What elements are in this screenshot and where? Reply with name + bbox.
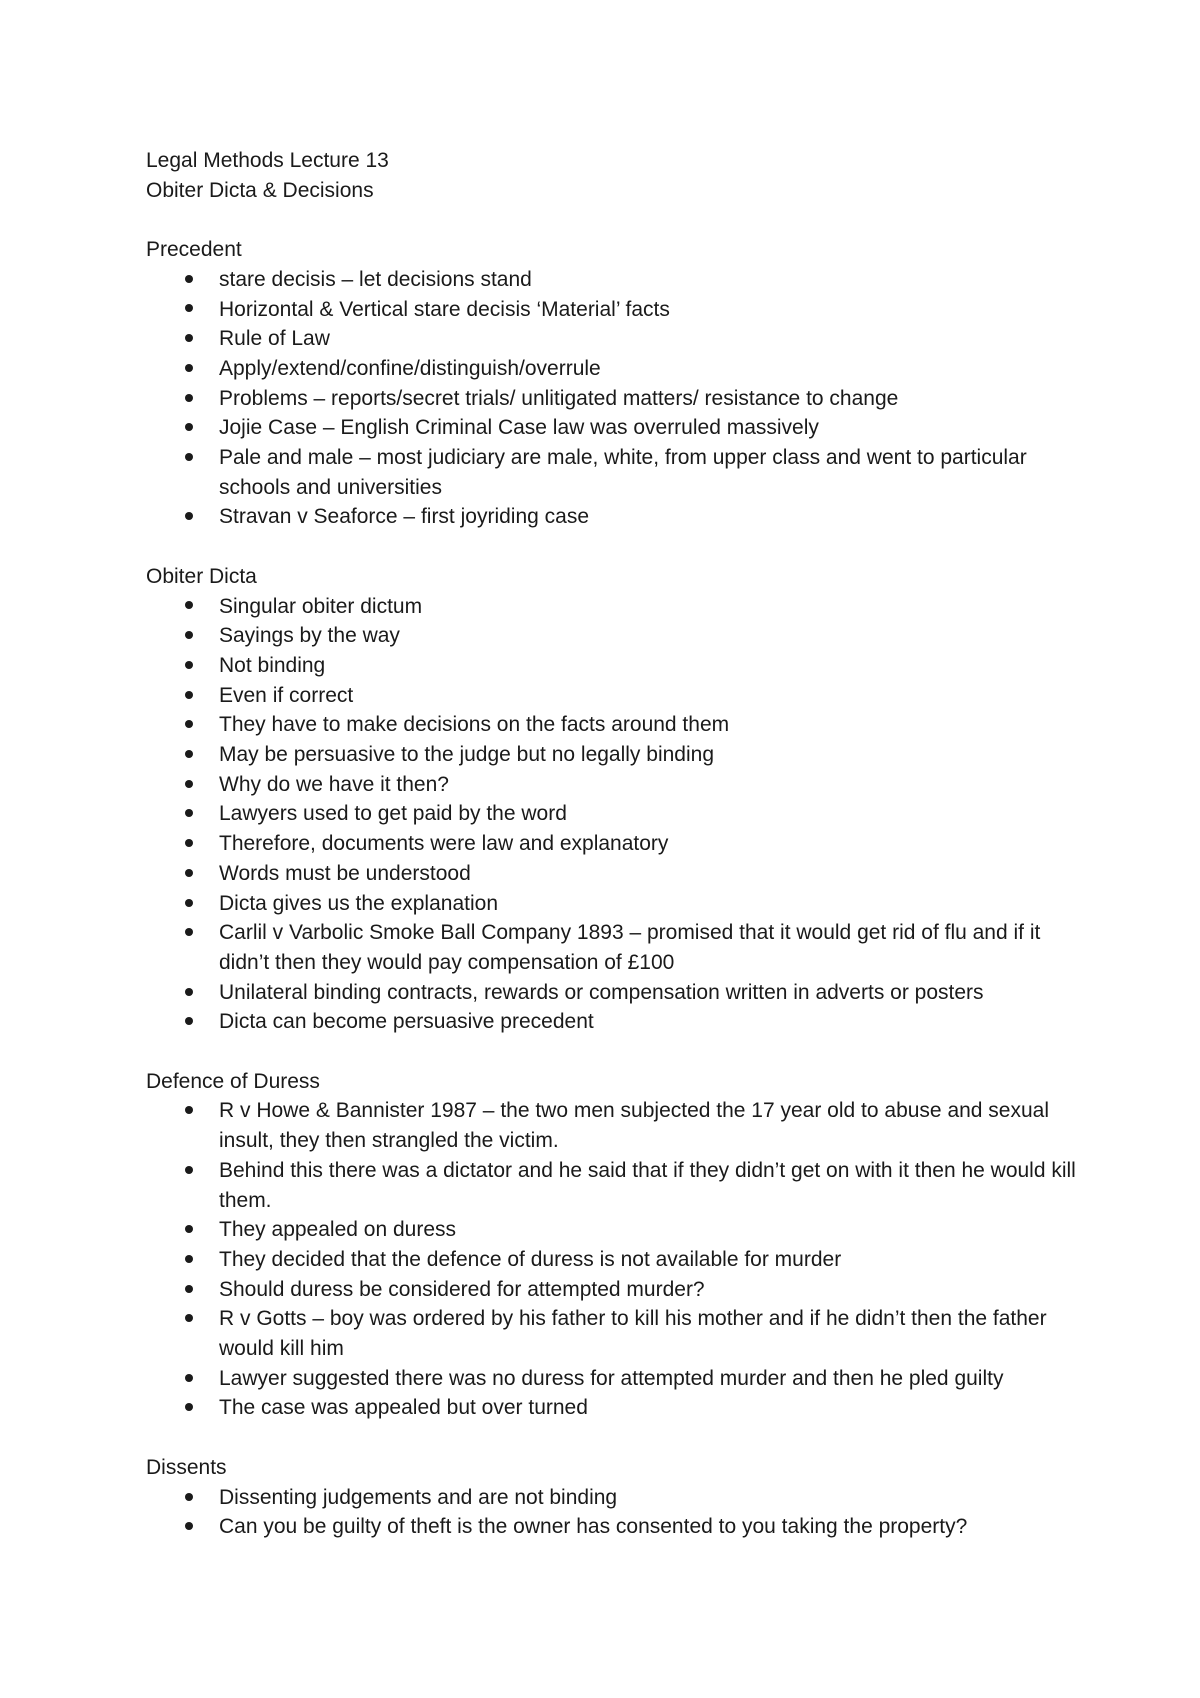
list-item [146, 1364, 1086, 1394]
list-item-text: Dissenting judgements and are not binding [219, 1485, 618, 1509]
list-item-text: Dicta gives us the explanation [219, 891, 498, 915]
bullet-icon [184, 889, 194, 919]
bullet-icon [184, 681, 194, 711]
bullet-icon [184, 1275, 194, 1305]
list-item-text: Words must be understood [219, 861, 471, 885]
bullet-icon [184, 1364, 194, 1394]
section [146, 562, 1086, 1037]
bullet-icon [184, 770, 194, 800]
bullet-icon [184, 1156, 194, 1186]
list-item-text: Should duress be considered for attempted murder? [219, 1277, 705, 1301]
list-item-text: Lawyers used to get paid by the word [219, 802, 567, 826]
list-item-text: R v Gotts – boy was ordered by his father to kill his mother and if he didn’t then the father would kill him [219, 1307, 1047, 1361]
list-item-text: Therefore, documents were law and explanatory [219, 832, 669, 856]
list-item [146, 621, 1086, 651]
list-item [146, 978, 1086, 1008]
bullet-icon [184, 1007, 194, 1037]
section [146, 1067, 1086, 1423]
list-item-text: Behind this there was a dictator and he said that if they didn’t get on with it then he would kill them. [219, 1158, 1076, 1212]
list-item-text: R v Howe & Bannister 1987 – the two men subjected the 17 year old to abuse and sexual insult, they then strangled the victim. [219, 1099, 1050, 1153]
document-title: Legal Methods Lecture 13 [146, 149, 389, 172]
bullet-list [146, 1483, 1086, 1542]
document-page [146, 146, 1086, 1542]
list-item-text: Carlil v Varbolic Smoke Ball Company 1893 – promised that it would get rid of flu and if it didn’t then they would pay compensation of £100 [219, 921, 1041, 974]
bullet-icon [184, 592, 194, 622]
bullet-icon [184, 651, 194, 681]
list-item-text: Apply/extend/confine/distinguish/overrule [219, 356, 601, 380]
list-item [146, 1007, 1086, 1037]
list-item [146, 681, 1086, 711]
bullet-icon [184, 1215, 194, 1245]
bullet-icon [184, 829, 194, 859]
bullet-icon [184, 1096, 194, 1126]
list-item [146, 265, 1086, 295]
list-item [146, 354, 1086, 384]
list-item [146, 740, 1086, 770]
bullet-list [146, 1096, 1086, 1423]
section-spacer [146, 1037, 1086, 1067]
section [146, 1453, 1086, 1542]
list-item-text: The case was appealed but over turned [219, 1396, 588, 1420]
bullet-icon [184, 443, 194, 473]
bullet-icon [184, 295, 194, 325]
list-item-text: Sayings by the way [219, 624, 400, 648]
list-item [146, 859, 1086, 889]
list-item [146, 1304, 1086, 1363]
list-item [146, 1512, 1086, 1542]
list-item [146, 592, 1086, 622]
section-spacer [146, 1423, 1086, 1453]
list-item [146, 829, 1086, 859]
bullet-icon [184, 621, 194, 651]
list-item-text: Even if correct [219, 683, 354, 707]
list-item [146, 413, 1086, 443]
document-header [146, 146, 1086, 205]
list-item [146, 1215, 1086, 1245]
list-item-text: Can you be guilty of theft is the owner has consented to you taking the property? [219, 1515, 968, 1539]
bullet-icon [184, 324, 194, 354]
list-item-text: Singular obiter dictum [219, 594, 423, 618]
list-item-text: Not binding [219, 653, 326, 677]
bullet-icon [184, 1393, 194, 1423]
list-item [146, 770, 1086, 800]
list-item-text: May be persuasive to the judge but no legally binding [219, 743, 714, 767]
list-item-text: Problems – reports/secret trials/ unlitigated matters/ resistance to change [219, 386, 899, 410]
bullet-icon [184, 384, 194, 414]
bullet-icon [184, 413, 194, 443]
list-item-text: stare decisis – let decisions stand [219, 267, 532, 291]
list-item-text: Dicta can become persuasive precedent [219, 1010, 594, 1034]
bullet-icon [184, 502, 194, 532]
section-heading: Obiter Dicta [146, 564, 257, 588]
bullet-icon [184, 1483, 194, 1513]
list-item-text: They appealed on duress [219, 1218, 456, 1242]
list-item [146, 324, 1086, 354]
document-subtitle: Obiter Dicta & Decisions [146, 178, 374, 202]
list-item [146, 1393, 1086, 1423]
list-item [146, 1096, 1086, 1155]
bullet-list [146, 265, 1086, 532]
section-heading: Precedent [146, 238, 242, 262]
section-heading: Defence of Duress [146, 1069, 320, 1093]
sections-container [146, 205, 1086, 1542]
list-item-text: They have to make decisions on the facts around them [219, 713, 730, 737]
list-item-text: Stravan v Seaforce – first joyriding case [219, 505, 590, 529]
bullet-icon [184, 1245, 194, 1275]
bullet-icon [184, 265, 194, 295]
bullet-icon [184, 710, 194, 740]
list-item [146, 1483, 1086, 1513]
list-item-text: They decided that the defence of duress is not available for murder [219, 1247, 842, 1271]
bullet-icon [184, 1304, 194, 1334]
bullet-icon [184, 978, 194, 1008]
list-item-text: Lawyer suggested there was no duress for attempted murder and then he pled guilty [219, 1366, 1004, 1390]
bullet-icon [184, 1512, 194, 1542]
list-item [146, 1245, 1086, 1275]
list-item [146, 1275, 1086, 1305]
list-item [146, 384, 1086, 414]
list-item-text: Unilateral binding contracts, rewards or compensation written in adverts or posters [219, 980, 984, 1004]
bullet-icon [184, 918, 194, 948]
list-item-text: Why do we have it then? [219, 772, 449, 796]
list-item [146, 710, 1086, 740]
section-spacer [146, 532, 1086, 562]
list-item-text: Pale and male – most judiciary are male, white, from upper class and went to particular schools and universities [219, 446, 1027, 499]
list-item-text: Jojie Case – English Criminal Case law was overruled massively [219, 416, 819, 440]
list-item [146, 502, 1086, 532]
bullet-icon [184, 354, 194, 384]
list-item [146, 443, 1086, 502]
list-item [146, 295, 1086, 325]
bullet-list [146, 592, 1086, 1038]
list-item [146, 1156, 1086, 1215]
list-item [146, 889, 1086, 919]
bullet-icon [184, 859, 194, 889]
list-item [146, 918, 1086, 977]
section-heading: Dissents [146, 1455, 227, 1479]
list-item-text: Horizontal & Vertical stare decisis ‘Material’ facts [219, 297, 670, 321]
list-item [146, 799, 1086, 829]
section-spacer [146, 205, 1086, 235]
list-item [146, 651, 1086, 681]
list-item-text: Rule of Law [219, 327, 330, 351]
bullet-icon [184, 740, 194, 770]
bullet-icon [184, 799, 194, 829]
section [146, 235, 1086, 532]
